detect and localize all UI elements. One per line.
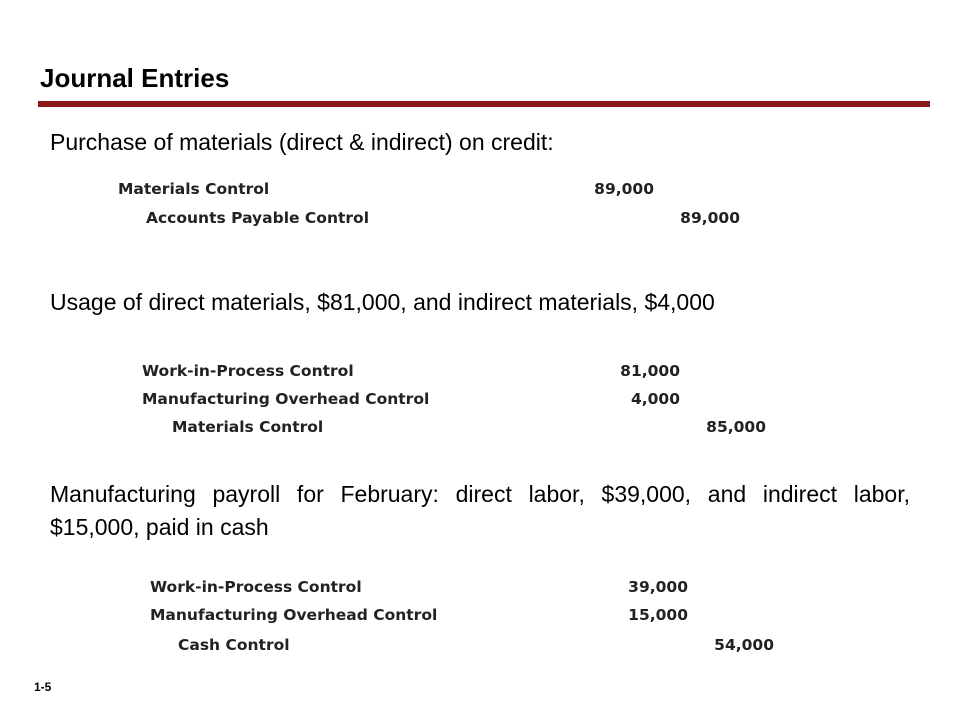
debit-amount: 81,000	[620, 362, 680, 380]
account-name: Manufacturing Overhead Control	[142, 390, 430, 408]
credit-amount: 89,000	[680, 209, 740, 227]
account-name: Materials Control	[172, 418, 324, 436]
title-divider	[38, 101, 930, 107]
credit-amount: 54,000	[714, 636, 774, 654]
account-name: Work-in-Process Control	[142, 362, 354, 380]
debit-amount: 15,000	[628, 606, 688, 624]
slide-number: 1-5	[34, 680, 52, 694]
credit-amount: 85,000	[706, 418, 766, 436]
account-name: Accounts Payable Control	[146, 209, 370, 227]
account-name: Cash Control	[178, 636, 290, 654]
entry-2-description: Usage of direct materials, $81,000, and indirect materials, $4,000	[50, 289, 715, 315]
account-name: Work-in-Process Control	[150, 578, 362, 596]
entry-1-description: Purchase of materials (direct & indirect) on credit:	[50, 129, 554, 155]
slide-title: Journal Entries	[40, 63, 230, 93]
debit-amount: 89,000	[594, 180, 654, 198]
account-name: Materials Control	[118, 180, 270, 198]
debit-amount: 39,000	[628, 578, 688, 596]
entry-3-description: Manufacturing payroll for February: direct labor, $39,000, and indirect labor, $15,000, paid in cash	[50, 481, 910, 540]
account-name: Manufacturing Overhead Control	[150, 606, 438, 624]
debit-amount: 4,000	[630, 390, 680, 408]
